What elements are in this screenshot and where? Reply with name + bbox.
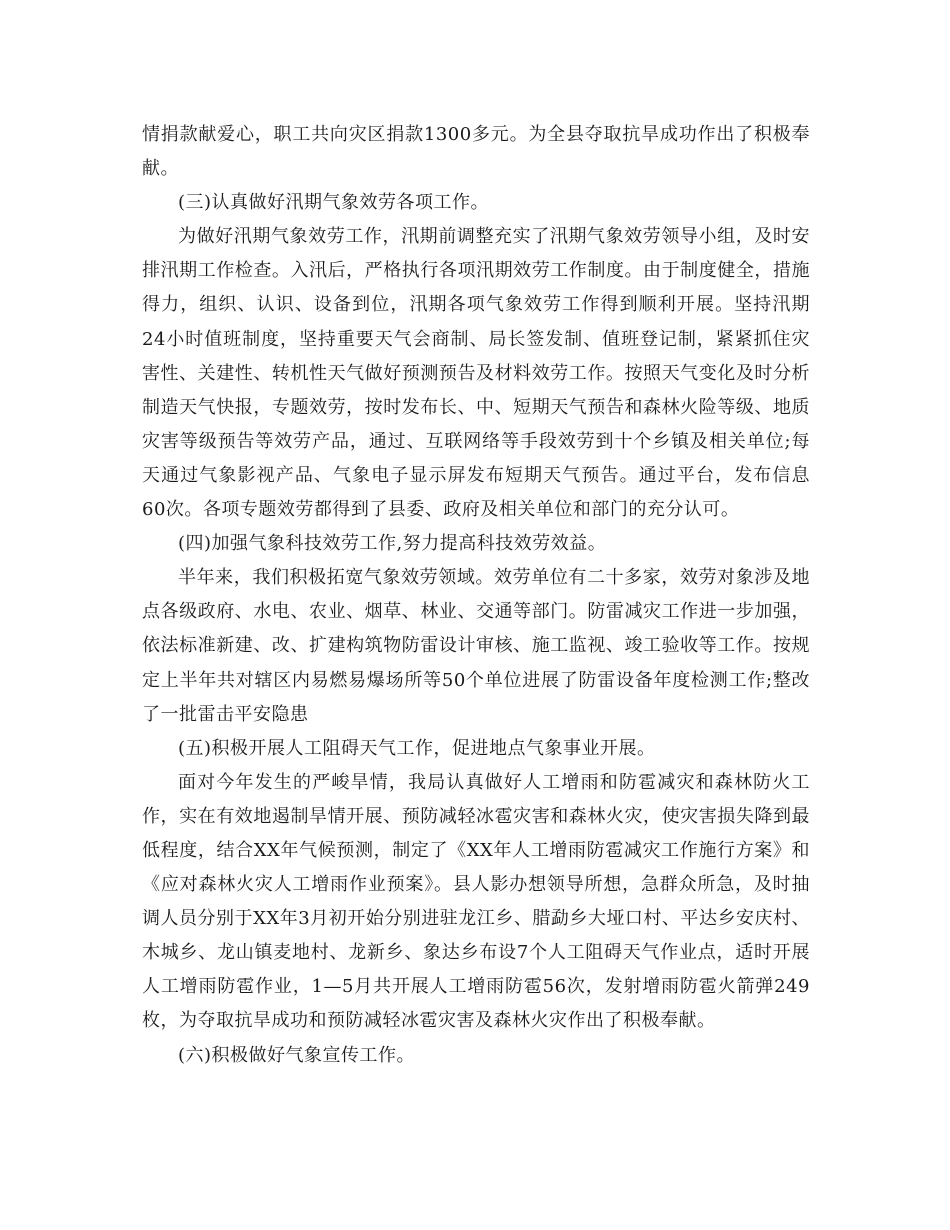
heading-tech-service: (四)加强气象科技效劳工作,努力提高科技效劳效益。 (178, 533, 607, 555)
heading-weather-modification: (五)积极开展人工阻碍天气工作，促进地点气象事业开展。 (178, 737, 656, 759)
paragraph-tech-service: 半年来，我们积极拓宽气象效劳领域。效劳单位有二十多家，效劳对象涉及地点各级政府、水电、农业、烟草、林业、交通等部门。防雷减灾工作进一步加强，依法标准新建、改、扩建构筑物防雷设计审核、施工监视、竣工验收等工作。按规定上半年共对辖区内易燃易爆场所等50个单位进展了防雷设备年度检测工作;整改了一批雷击平安隐患 (142, 567, 810, 725)
heading-flood-season-service: (三)认真做好汛期气象效劳各项工作。 (178, 192, 490, 214)
document-body (142, 118, 810, 1073)
paragraph-donation-summary: 情捐款献爱心，职工共向灾区捐款1300多元。为全县夺取抗旱成功作出了积极奉献。 (142, 124, 810, 180)
heading-publicity: (六)积极做好气象宣传工作。 (178, 1044, 416, 1066)
paragraph-weather-modification: 面对今年发生的严峻旱情，我局认真做好人工增雨和防雹减灾和森林防火工作，实在有效地遏制旱情开展、预防减轻冰雹灾害和森林火灾，使灾害损失降到最低程度，结合XX年气候预测，制定了《XX年人工增雨防雹减灾工作施行方案》和《应对森林火灾人工增雨作业预案》。县人影办想领导所想，急群众所急，及时抽调人员分别于XX年3月初开始分别进驻龙江乡、腊勐乡大垭口村、平达乡安庆村、木城乡、龙山镇麦地村、龙新乡、象达乡布设7个人工阻碍天气作业点，适时开展人工增雨防雹作业，1—5月共开展人工增雨防雹56次，发射增雨防雹火箭弹249枚，为夺取抗旱成功和预防减轻冰雹灾害及森林火灾作出了积极奉献。 (142, 771, 810, 1032)
paragraph-flood-season-service: 为做好汛期气象效劳工作，汛期前调整充实了汛期气象效劳领导小组，及时安排汛期工作检查。入汛后，严格执行各项汛期效劳工作制度。由于制度健全，措施得力，组织、认识、设备到位，汛期各项气象效劳工作得到顺利开展。坚持汛期24小时值班制度，坚持重要天气会商制、局长签发制、值班登记制，紧紧抓住灾害性、关建性、转机性天气做好预测预告及材料效劳工作。按照天气变化及时分析制造天气快报，专题效劳，按时发布长、中、短期天气预告和森林火险等级、地质灾害等级预告等效劳产品，通过、互联网络等手段效劳到十个乡镇及相关单位;每天通过气象影视产品、气象电子显示屏发布短期天气预告。通过平台，发布信息60次。各项专题效劳都得到了县委、政府及相关单位和部门的充分认可。 (142, 226, 810, 521)
